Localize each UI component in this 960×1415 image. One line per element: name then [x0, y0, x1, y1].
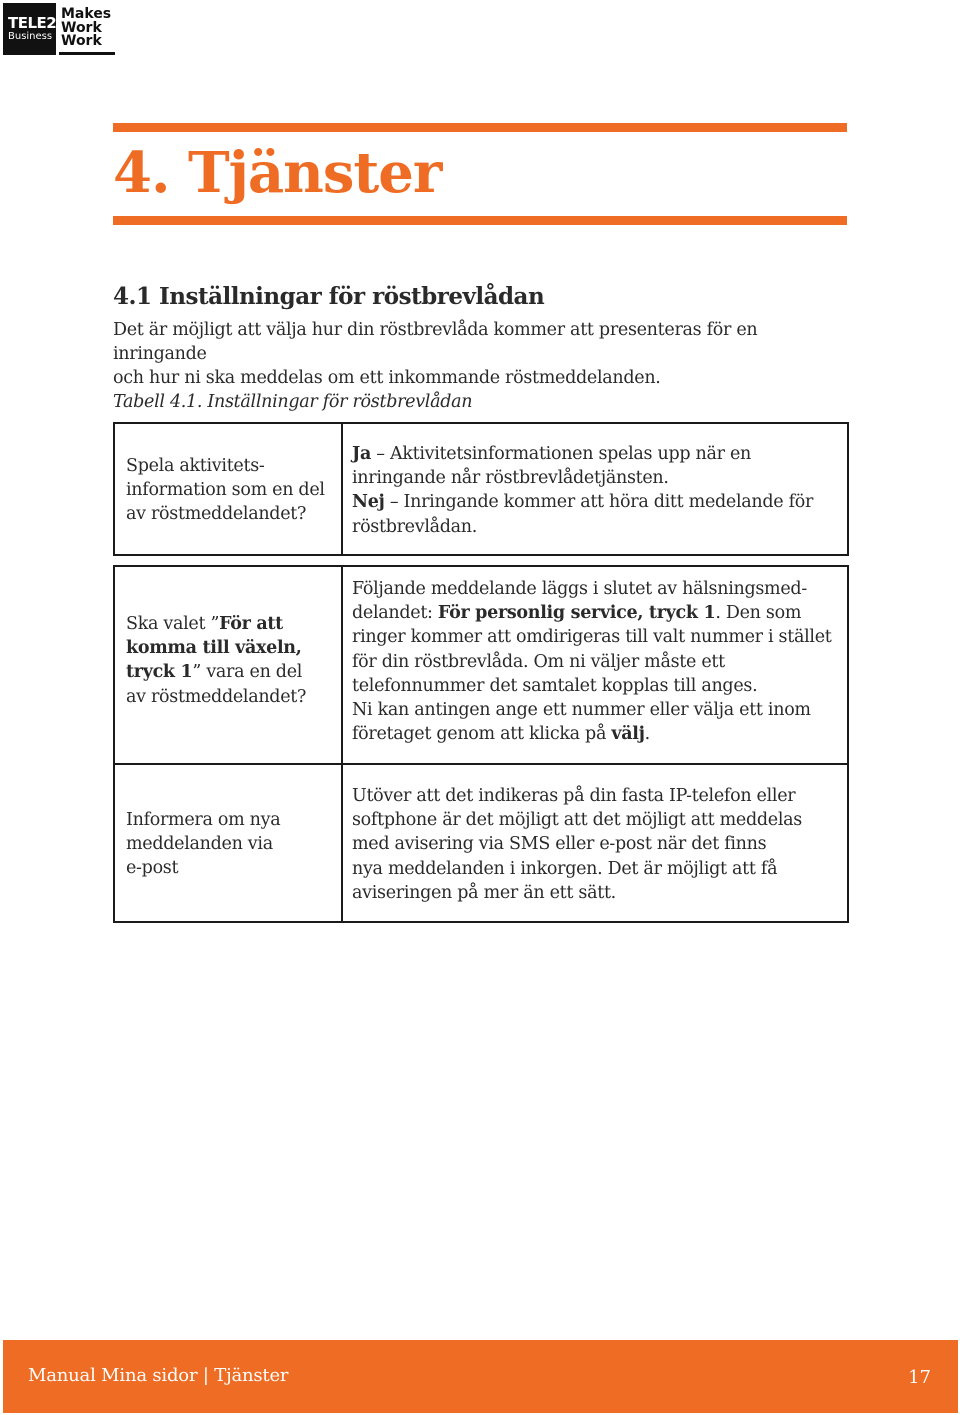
description-line: med avisering via SMS eller e-post när det finns [352, 834, 767, 855]
top-orange-rule [113, 123, 847, 132]
row-label-line: information som en del [126, 480, 325, 501]
description-line: för din röstbrevlåda. Om ni väljer måste ett [352, 651, 725, 672]
page-number: 17 [908, 1367, 931, 1388]
row-label-line [126, 660, 306, 684]
row-description [352, 442, 842, 539]
row-label [126, 808, 280, 881]
logo-brand: TELE2 [8, 13, 57, 32]
description-line: telefonnummer det samtalet kopplas till anges. [352, 675, 758, 696]
logo-tagline-line: Makes [61, 6, 112, 22]
logo-sub: Business [8, 30, 53, 42]
text-span: . [644, 724, 650, 745]
text-span: företaget genom att klicka på [352, 724, 612, 745]
logo-box [3, 3, 56, 55]
nej-description-cont: röstbrevlådan. [352, 516, 478, 537]
ja-option-line [352, 442, 842, 466]
description-line [352, 722, 842, 746]
row-label [126, 612, 306, 709]
description-line: Följande meddelande läggs i slutet av hälsningsmed- [352, 579, 807, 599]
logo-tagline [59, 3, 115, 55]
logo-tagline-line: Work [61, 19, 102, 36]
row-label-line: av röstmeddelandet? [126, 686, 307, 707]
label-bold: För att [219, 614, 283, 634]
menu-prompt-bold: För personlig service, tryck 1 [437, 603, 716, 624]
row-label-line: meddelanden via [126, 834, 273, 855]
logo-tagline-line: Work [61, 33, 102, 49]
ja-description: – Aktivitetsinformationen spelas upp när en [371, 444, 751, 464]
label-prefix: Ska valet ” [126, 614, 220, 634]
intro-line: Det är möjligt att välja hur din röstbrevlåda kommer att presenteras för en inringande [113, 320, 758, 364]
description-line [352, 601, 842, 625]
chapter-title: 4. Tjänster [113, 140, 442, 206]
row-label-line [126, 612, 306, 636]
nej-description: – Inringande kommer att höra ditt medelande för [384, 492, 814, 513]
row-label-line: Informera om nya [126, 810, 281, 830]
description-line: ringer kommer att omdirigeras till valt nummer i stället [352, 627, 832, 648]
label-suffix: ” vara en del [192, 662, 303, 683]
row-label-line: Spela aktivitets- [126, 456, 265, 476]
settings-table-row-switchboard [113, 565, 849, 765]
footer-title: Manual Mina sidor | Tjänster [28, 1365, 289, 1386]
text-span: delandet: [352, 603, 438, 624]
row-label-line: e-post [126, 858, 179, 879]
row-label-line [126, 636, 306, 660]
table-caption: Tabell 4.1. Inställningar för röstbrevlådan [113, 392, 473, 412]
description-line: nya meddelanden i inkorgen. Det är möjligt att få [352, 858, 778, 879]
row-label-line: av röstmeddelandet? [126, 504, 307, 525]
page-footer [3, 1340, 958, 1413]
valj-bold: välj [611, 724, 645, 745]
ja-description-cont: inringande når röstbrevlådetjänsten. [352, 468, 669, 489]
nej-option-line [352, 490, 842, 514]
description-line: Utöver att det indikeras på din fasta IP-telefon eller [352, 786, 796, 806]
row-label [126, 454, 325, 527]
text-span: . Den som [715, 603, 802, 624]
label-bold: tryck 1 [126, 662, 193, 683]
ja-label: Ja [352, 444, 372, 464]
description-line: softphone är det möjligt att det möjligt att meddelas [352, 810, 802, 831]
bottom-orange-rule [113, 216, 847, 225]
description-line: Ni kan antingen ange ett nummer eller välja ett inom [352, 700, 811, 721]
section-title: 4.1 Inställningar för röstbrevlådan [113, 283, 545, 310]
row-description [352, 784, 842, 905]
settings-table-row-email-notify [113, 763, 849, 923]
tele2-logo [3, 3, 115, 55]
settings-table-row-activity-info [113, 422, 849, 556]
intro-line: och hur ni ska meddelas om ett inkommande röstmeddelanden. [113, 368, 661, 388]
description-line: aviseringen på mer än ett sätt. [352, 882, 616, 903]
row-description [352, 577, 842, 746]
label-bold: komma till växeln, [126, 638, 302, 659]
intro-paragraph [113, 318, 853, 390]
nej-label: Nej [352, 492, 385, 513]
